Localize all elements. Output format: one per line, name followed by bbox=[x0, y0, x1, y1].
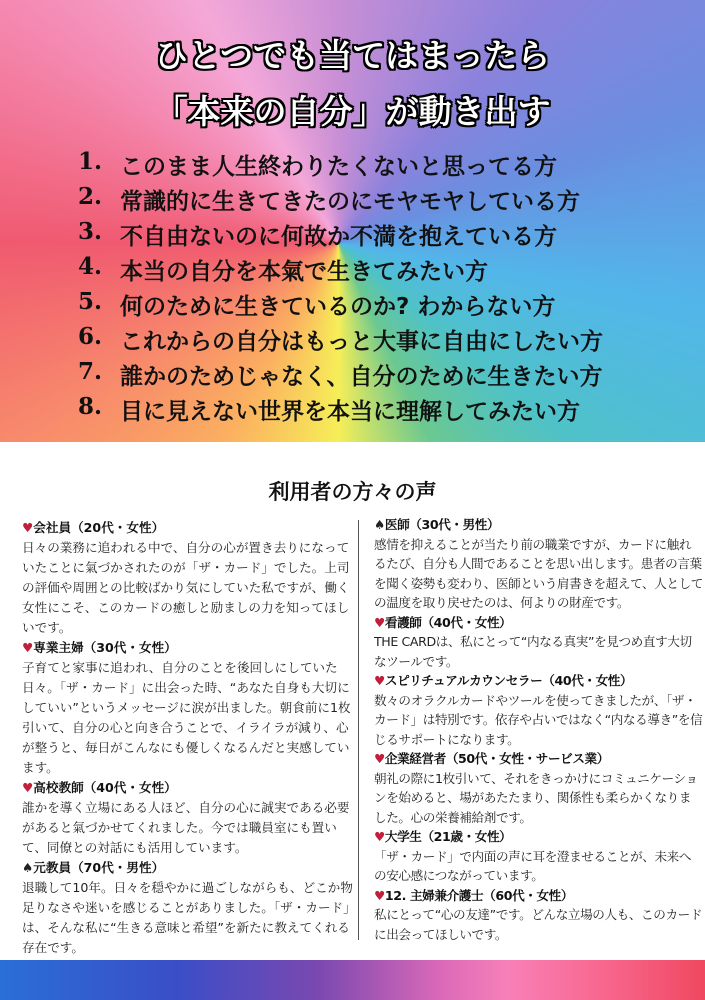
checklist-item bbox=[78, 393, 603, 428]
heart-icon: ♥ bbox=[22, 780, 34, 795]
testimonial bbox=[374, 515, 703, 613]
heart-icon: ♥ bbox=[374, 887, 385, 903]
testimonial bbox=[22, 778, 357, 858]
testimonial-author: 専業主婦（30代・女性） bbox=[33, 640, 177, 655]
testimonial-text: 私にとって“心の友達”です。どんな立場の人も、このカードに出会ってほしいです。 bbox=[374, 907, 703, 942]
testimonial-text: 誰かを導く立場にある人ほど、自分の心に誠実である必要があると氣づかせてくれました。今では職員室にも置いて、同僚との対話にも活用しています。 bbox=[22, 800, 350, 855]
headline-line-2: 「本来の自分」が動き出す bbox=[154, 92, 551, 131]
testimonials-right-column bbox=[374, 515, 703, 944]
checklist-item bbox=[78, 323, 603, 358]
testimonial-author: 会社員（20代・女性） bbox=[33, 520, 165, 535]
testimonial-text: 日々の業務に追われる中で、自分の心が置き去りになっていたことに氣づかされたのが「ザ・カード」でした。上司の評価や周囲との比較ばかり気にしていた私ですが、働く女性にこそ、このカードの癒しと励ましの力を知ってほしいです。 bbox=[22, 540, 350, 635]
column-divider bbox=[358, 520, 359, 940]
testimonial-author: 大学生（21歳・女性） bbox=[384, 829, 512, 844]
item-number: 7. bbox=[78, 358, 103, 385]
item-number: 6. bbox=[78, 323, 103, 350]
item-number: 2. bbox=[78, 183, 103, 210]
testimonial bbox=[22, 638, 357, 778]
item-text: 目に見えない世界を本当に理解してみたい方 bbox=[120, 399, 580, 425]
testimonial-text: 数々のオラクルカードやツールを使ってきましたが、「ザ・カード」は特別です。依存や占いではなく“内なる導き”を信じるサポートになります。 bbox=[374, 692, 703, 747]
testimonial-author: 12. 主婦兼介護士（60代・女性） bbox=[384, 887, 574, 903]
item-number: 8. bbox=[78, 393, 103, 420]
testimonial-author: 元教員（70代・男性） bbox=[33, 860, 165, 875]
checklist-item bbox=[78, 253, 603, 288]
item-text: 誰かのためじゃなく、自分のために生きたい方 bbox=[120, 364, 603, 390]
testimonial-text: 子育てと家事に追われ、自分のことを後回しにしていた日々。「ザ・カード」に出会った時、“あなた自身も大切にしていい”というメッセージに涙が出ました。朝食前に1枚引いて、自分の心と向き合うことで、イライラが減り、心が整うと、毎日がこんなにも優しくなるんだと実感しています。 bbox=[22, 660, 351, 775]
testimonials-heading: 利用者の方々の声 bbox=[268, 480, 437, 504]
item-number: 3. bbox=[78, 218, 103, 245]
checklist-item bbox=[78, 218, 603, 253]
testimonial-text: THE CARDは、私にとって“内なる真実”を見つめ直す大切なツールです。 bbox=[374, 634, 692, 669]
testimonial-author: 企業経営者（50代・女性・サービス業） bbox=[384, 751, 609, 766]
testimonial bbox=[374, 827, 703, 886]
testimonial-text: 退職して10年。日々を穏やかに過ごしながらも、どこか物足りなさや迷いを感じることがありました。「ザ・カード」は、そんな私に“生きる意味と希望”を新たに教えてくれる存在です。 bbox=[22, 880, 356, 955]
testimonial-author: 看護師（40代・女性） bbox=[384, 614, 512, 630]
heart-icon: ♥ bbox=[22, 520, 34, 535]
testimonial-text: 「ザ・カード」で内面の声に耳を澄ませることが、未来への安心感につながっています。 bbox=[374, 848, 692, 883]
heart-icon: ♥ bbox=[374, 673, 385, 688]
item-text: 常識的に生きてきたのにモヤモヤしている方 bbox=[120, 189, 580, 215]
item-number: 4. bbox=[78, 253, 103, 280]
testimonial bbox=[374, 749, 703, 827]
testimonial bbox=[22, 518, 357, 638]
gradient-footer-band bbox=[0, 960, 705, 1000]
checklist-item bbox=[78, 148, 603, 183]
item-text: 不自由ないのに何故か不満を抱えている方 bbox=[120, 224, 557, 250]
heart-icon: ♥ bbox=[22, 640, 34, 655]
testimonial bbox=[374, 613, 703, 672]
spade-icon: ♠ bbox=[22, 860, 34, 875]
spade-icon: ♠ bbox=[374, 517, 385, 532]
item-number: 1. bbox=[78, 148, 103, 175]
heart-icon: ♥ bbox=[374, 751, 385, 766]
testimonial bbox=[374, 671, 703, 749]
item-text: 本当の自分を本氣で生きてみたい方 bbox=[120, 259, 488, 285]
checklist-item bbox=[78, 358, 603, 393]
item-text: このまま人生終わりたくないと思ってる方 bbox=[120, 154, 557, 180]
item-number: 5. bbox=[78, 288, 103, 315]
testimonial-author: 高校教師（40代・女性） bbox=[33, 780, 177, 795]
testimonial-text: 感情を抑えることが当たり前の職業ですが、カードに触れるたび、自分も人間であることを思い出します。患者の言葉を聞く姿勢も変わり、医師という肩書きを超えて、人としての温度を取り戻せたのは、何よりの財産です。 bbox=[374, 536, 703, 610]
item-text: 何のために生きているのか? わからない方 bbox=[120, 294, 556, 320]
checklist-item bbox=[78, 288, 603, 323]
heart-icon: ♥ bbox=[374, 614, 385, 630]
testimonial-text: 朝礼の際に1枚引いて、それをきっかけにコミュニケーションを始めると、場があたたまり、関係性も柔らかくなりました。心の栄養補給剤です。 bbox=[374, 770, 698, 825]
testimonial-author: スピリチュアルカウンセラー（40代・女性） bbox=[384, 673, 633, 688]
testimonial-author: 医師（30代・男性） bbox=[384, 517, 500, 532]
checklist bbox=[78, 148, 603, 428]
testimonial bbox=[22, 858, 357, 958]
headline-line-1: ひとつでも当てはまったら bbox=[154, 36, 551, 75]
rainbow-hero bbox=[0, 0, 705, 442]
heart-icon: ♥ bbox=[374, 829, 385, 844]
testimonials-left-column bbox=[22, 518, 357, 958]
item-text: これからの自分はもっと大事に自由にしたい方 bbox=[120, 329, 603, 355]
checklist-item bbox=[78, 183, 603, 218]
testimonial bbox=[374, 886, 703, 945]
